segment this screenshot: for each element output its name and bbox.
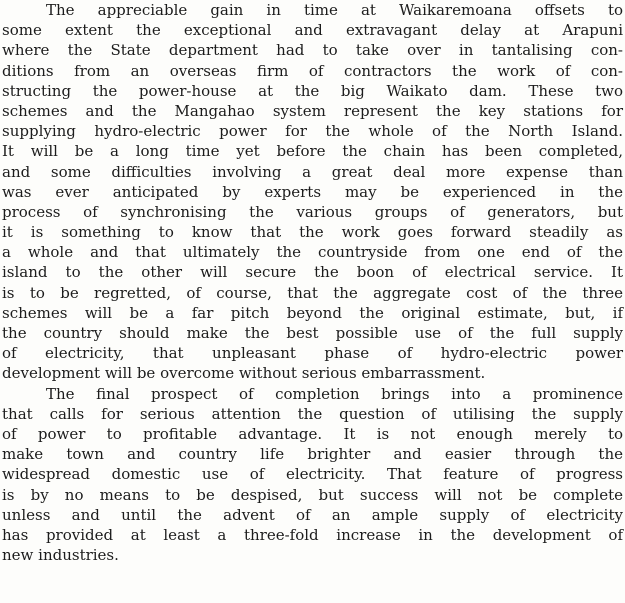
text-line: is by no means to be despised, but success will not be complete: [2, 485, 623, 504]
paragraph-2: [2, 384, 623, 566]
text-line: The final prospect of completion brings into a prominence: [46, 384, 623, 403]
text-line: of electricity, that unpleasant phase of hydro-electric power: [2, 344, 623, 363]
text-line: widespread domestic use of electricity. That feature of progress: [2, 465, 623, 484]
text-line: ditions from an overseas firm of contractors the work of con-: [2, 61, 623, 80]
text-line: of power to profitable advantage. It is not enough merely to: [2, 424, 623, 443]
text-line: is to be regretted, of course, that the aggregate cost of the three: [2, 283, 623, 302]
text-line: some extent the exceptional and extravagant delay at Arapuni: [2, 21, 623, 40]
text-line: the country should make the best possible use of the full supply: [2, 324, 623, 342]
text-line: process of synchronising the various groups of generators, but: [2, 202, 623, 221]
text-line: It will be a long time yet before the chain has been completed,: [2, 142, 623, 161]
text-column: [2, 0, 623, 565]
text-line: and some difficulties involving a great deal more expense than: [2, 162, 623, 181]
text-line: it is something to know that the work goes forward steadily as: [2, 223, 623, 242]
paragraph-1: [2, 0, 623, 384]
text-line: development will be overcome without serious embarrassment.: [2, 364, 486, 383]
text-line: island to the other will secure the boon of electrical service. It: [2, 263, 623, 282]
text-line: The appreciable gain in time at Waikaremoana offsets to: [46, 1, 623, 19]
text-line: schemes and the Mangahao system represent the key stations for: [2, 101, 623, 120]
text-line: unless and until the advent of an ample supply of electricity: [2, 505, 623, 524]
text-line: schemes will be a far pitch beyond the original estimate, but, if: [2, 303, 623, 322]
text-line: was ever anticipated by experts may be experienced in the: [2, 182, 623, 201]
text-line: make town and country life brighter and easier through the: [2, 445, 623, 464]
text-line: a whole and that ultimately the countryside from one end of the: [2, 243, 623, 262]
text-line: has provided at least a three-fold increase in the development of: [2, 525, 623, 544]
text-line: structing the power-house at the big Waikato dam. These two: [2, 81, 623, 100]
text-line: new industries.: [2, 546, 119, 565]
text-line: supplying hydro-electric power for the whole of the North Island.: [2, 122, 623, 141]
text-line: where the State department had to take over in tantalising con-: [2, 41, 623, 60]
text-line: that calls for serious attention the question of utilising the supply: [2, 404, 623, 423]
